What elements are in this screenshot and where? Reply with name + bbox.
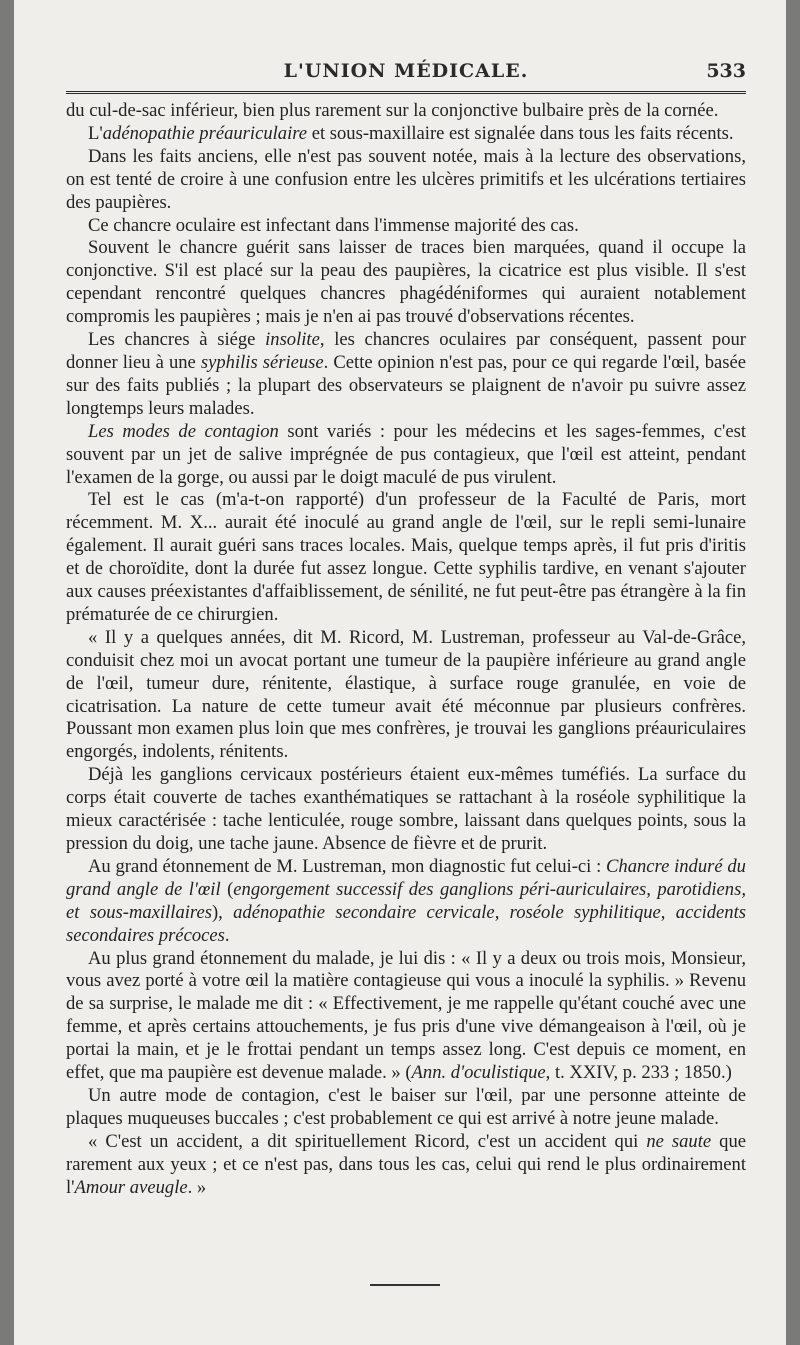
text-run: sont variés : pour les médecins et les sages-femmes, c'est souvent par un jet de salive imprégnée de pus contagieux, que l'œil est atteint, pendant l'examen de la gorge, ou aussi par le doigt maculé de pus virulent.: [66, 420, 746, 488]
italic-run: ne saute: [646, 1130, 712, 1152]
text-run: Déjà les ganglions cervicaux postérieurs étaient eux-mêmes tuméfiés. La surface du corps était couverte de taches exanthématiques se rattachant à la roséole syphilitique la mieux caractérisée : tache lenticulée, rouge sombre, laissant dans quelques points, sous la pression du doig, une tache jaune. Absence de fièvre et de prurit.: [66, 764, 746, 854]
text-run: , t. XXIV, p. 233 ; 1850.): [545, 1062, 732, 1084]
text-run: Dans les faits anciens, elle n'est pas souvent notée, mais à la lecture des observations, on est tenté de croire à une confusion entre les ulcères primitifs et les ulcérations tertiaires des paupières.: [66, 145, 746, 213]
paragraph: [66, 764, 746, 856]
paragraph: [66, 146, 746, 215]
paragraph: [66, 100, 746, 123]
header-rule: [66, 91, 746, 94]
running-title: L'UNION MÉDICALE.: [283, 60, 529, 82]
italic-run: Ann. d'oculistique: [411, 1062, 546, 1084]
paragraph: [66, 215, 746, 238]
italic-run: Amour aveugle: [74, 1176, 188, 1198]
text-run: Souvent le chancre guérit sans laisser de traces bien marquées, quand il occupe la conjonctive. S'il est placé sur la peau des paupières, la cicatrice est plus visible. Il s'est cependant rencontré quelques chancres phagédéniformes qui auraient notablement compromis les paupières ; mais je n'en ai pas trouvé d'observations récentes.: [66, 237, 746, 328]
text-run: Au plus grand étonnement du malade, je lui dis : « Il y a deux ou trois mois, Monsieur, vous avez porté à votre œil la matière contagieuse qui vous a inoculé la syphilis. » Revenu de sa surprise, le malade me dit : « Effectivement, je me rappelle qu'étant couché avec une femme, et après certains attouchements, je fus pris d'une vive démangeaison à l'œil, où je portai la main, et je le frottai pendant un temps assez long. C'est depuis ce moment, en effet, que ma paupière est devenue malade. » (: [66, 947, 746, 1084]
text-run: L': [88, 122, 103, 144]
paragraph: [66, 237, 746, 329]
paragraph: [66, 123, 746, 146]
text-run: du cul-de-sac inférieur, bien plus rarement sur la conjonctive bulbaire près de la cornée.: [66, 100, 719, 121]
italic-run: accidents secondaires précoces: [66, 901, 746, 946]
italic-run: adénopathie préauriculaire: [102, 122, 308, 144]
text-run: ,: [494, 901, 510, 923]
italic-run: Les modes de contagion: [88, 420, 279, 442]
text-run: . »: [187, 1176, 207, 1198]
text-run: Au grand étonnement de M. Lustreman, mon diagnostic fut celui-ci :: [88, 855, 606, 877]
text-run: Les chancres à siége: [88, 329, 266, 351]
text-run: .: [224, 924, 230, 946]
text-run: Tel est le cas (m'a-t-on rapporté) d'un professeur de la Faculté de Paris, mort récemment. M. X... aurait été inoculé au grand angle de l'œil, sur le repli semi-lunaire également. Il aurait guéri sans traces locales. Mais, quelque temps après, il fut pris d'iritis et de choroïdite, dont la durée fut assez longue. Cette syphilis tardive, en venant s'ajouter aux causes préexistantes d'affaiblissement, de sénilité, ne fut peut-être pas étrangère à la fin prématurée de ce chirurgien.: [66, 489, 746, 625]
page-header: [66, 56, 746, 86]
italic-run: Chancre induré du grand angle de l'œil: [66, 855, 746, 900]
paragraph: [66, 421, 746, 490]
text-run: (: [220, 878, 234, 900]
text-run: « Il y a quelques années, dit M. Ricord, M. Lustreman, professeur au Val-de-Grâce, conduisit chez moi un avocat portant une tumeur de la paupière inférieure au grand angle de l'œil, tumeur dure, rénitente, élastique, à surface rouge granulée, en voie de cicatrisation. La nature de cette tumeur avait été méconnue par plusieurs confrères. Poussant mon examen plus loin que mes confrères, je trouvai les ganglions préauriculaires engorgés, indolents, rénitents.: [66, 626, 746, 763]
paragraph: [66, 948, 746, 1085]
text-run: ),: [211, 901, 234, 923]
italic-run: engorgement successif des ganglions péri-auriculaires, parotidiens, et sous-maxillaires: [66, 878, 746, 923]
text-run: Ce chancre oculaire est infectant dans l'immense majorité des cas.: [88, 214, 579, 236]
text-run: ,: [660, 901, 676, 923]
paragraph: [66, 489, 746, 626]
text-run: . Cette opinion n'est pas, pour ce qui regarde l'œil, basée sur des faits publiés ; la plupart des observateurs se plaignent de n'avoir pu suivre assez longtemps leurs malades.: [66, 351, 746, 419]
page-number: 533: [706, 60, 746, 82]
text-run: « C'est un accident, a dit spirituellement Ricord, c'est un accident qui: [88, 1130, 647, 1152]
italic-run: insolite: [265, 329, 320, 351]
end-rule: [370, 1284, 440, 1286]
paragraph: [66, 856, 746, 948]
paragraph: [66, 627, 746, 764]
text-run: et sous-maxillaire est signalée dans tous les faits récents.: [307, 122, 734, 144]
paragraph: [66, 1131, 746, 1200]
italic-run: roséole syphilitique: [509, 901, 661, 923]
italic-run: adénopathie secondaire cervicale: [233, 901, 495, 923]
text-run: , les chancres oculaires par conséquent, passent pour donner lieu à une: [66, 329, 746, 373]
body-text: [66, 100, 746, 1200]
italic-run: syphilis sérieuse: [200, 351, 324, 373]
paragraph: [66, 1085, 746, 1131]
text-run: que rarement aux yeux ; et ce n'est pas, dans tous les cas, celui qui rend le plus ordinairement l': [66, 1130, 747, 1198]
paragraph: [66, 329, 746, 421]
text-run: Un autre mode de contagion, c'est le baiser sur l'œil, par une personne atteinte de plaques muqueuses buccales ; c'est probablement ce qui est arrivé à notre jeune malade.: [66, 1084, 746, 1129]
